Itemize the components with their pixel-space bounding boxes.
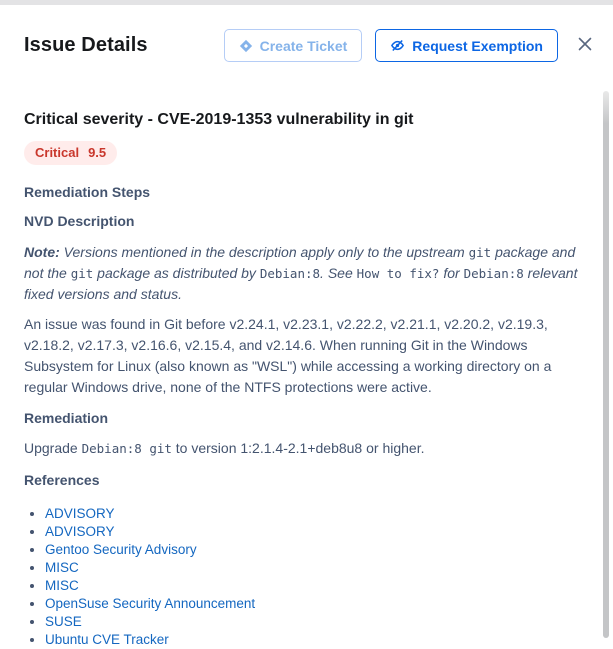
remediation-heading: Remediation xyxy=(24,410,109,426)
severity-score: 9.5 xyxy=(88,145,107,160)
create-ticket-label: Create Ticket xyxy=(259,37,348,54)
diamond-icon xyxy=(239,39,253,53)
reference-link[interactable]: ADVISORY xyxy=(45,506,115,521)
note-label: Note: xyxy=(24,244,60,260)
request-exemption-label: Request Exemption xyxy=(412,37,543,54)
list-item xyxy=(45,559,589,577)
note-text: Versions mentioned in the description apply only to the upstream xyxy=(59,244,469,260)
note-text: for xyxy=(439,265,464,281)
code-inline: Debian:8 xyxy=(463,266,524,281)
reference-link[interactable]: OpenSuse Security Announcement xyxy=(45,596,256,611)
note-text: package and not the xyxy=(24,244,576,281)
remediation-text xyxy=(24,438,589,459)
nvd-description-heading: NVD Description xyxy=(24,213,135,229)
remediation-text-part: to version 1:2.1.4-2.1+deb8u8 or higher. xyxy=(171,440,425,456)
panel-header xyxy=(0,5,613,62)
list-item xyxy=(45,523,589,541)
code-inline: git xyxy=(468,245,492,260)
note-text: relevant fixed versions and status. xyxy=(24,265,578,302)
vertical-scrollbar-thumb[interactable] xyxy=(603,91,609,638)
severity-badge xyxy=(24,141,117,165)
reference-link[interactable]: MISC xyxy=(45,560,79,575)
list-item xyxy=(45,631,589,649)
badge-row xyxy=(24,141,589,165)
issue-title: Critical severity - CVE-2019-1353 vulnerability in git xyxy=(24,111,414,128)
remediation-text-part: Upgrade xyxy=(24,440,82,456)
reference-link[interactable]: Ubuntu CVE Tracker xyxy=(45,632,169,647)
list-item xyxy=(45,577,589,595)
eye-off-icon xyxy=(390,38,405,53)
note-text: . See xyxy=(320,265,357,281)
severity-label: Critical xyxy=(35,145,80,160)
references-heading: References xyxy=(24,472,100,488)
note-text: package as distributed by xyxy=(93,265,260,281)
page-title: Issue Details xyxy=(24,34,148,56)
list-item xyxy=(45,505,589,523)
list-item xyxy=(45,541,589,559)
code-inline: Debian:8 xyxy=(259,266,321,281)
remediation-steps-heading: Remediation Steps xyxy=(24,184,151,200)
list-item xyxy=(45,613,589,631)
close-button[interactable] xyxy=(573,34,597,58)
reference-link[interactable]: ADVISORY xyxy=(45,524,115,539)
reference-link[interactable]: SUSE xyxy=(45,614,82,629)
close-icon xyxy=(578,37,592,54)
request-exemption-button[interactable] xyxy=(375,29,558,62)
nvd-description-text: An issue was found in Git before v2.24.1, v2.23.1, v2.22.2, v2.21.1, v2.20.2, v2.19.3, v2.18.2, v2.17.3, v2.16.6, v2.15.4, and v2.14.6. When running Git in the Windows Subsystem for Linux (also known as "WSL") while accessing a working directory on a regular Windows drive, none of the NTFS protections were active. xyxy=(24,316,552,395)
reference-link[interactable]: MISC xyxy=(45,578,79,593)
code-inline: Debian:8 git xyxy=(81,441,172,456)
header-actions xyxy=(224,29,597,62)
references-list xyxy=(24,505,589,649)
code-inline: git xyxy=(70,266,94,281)
list-item xyxy=(45,595,589,613)
create-ticket-button[interactable] xyxy=(224,29,363,62)
panel-content xyxy=(0,111,613,649)
nvd-note xyxy=(24,242,589,305)
reference-link[interactable]: Gentoo Security Advisory xyxy=(45,542,197,557)
code-inline: How to fix? xyxy=(356,266,440,281)
